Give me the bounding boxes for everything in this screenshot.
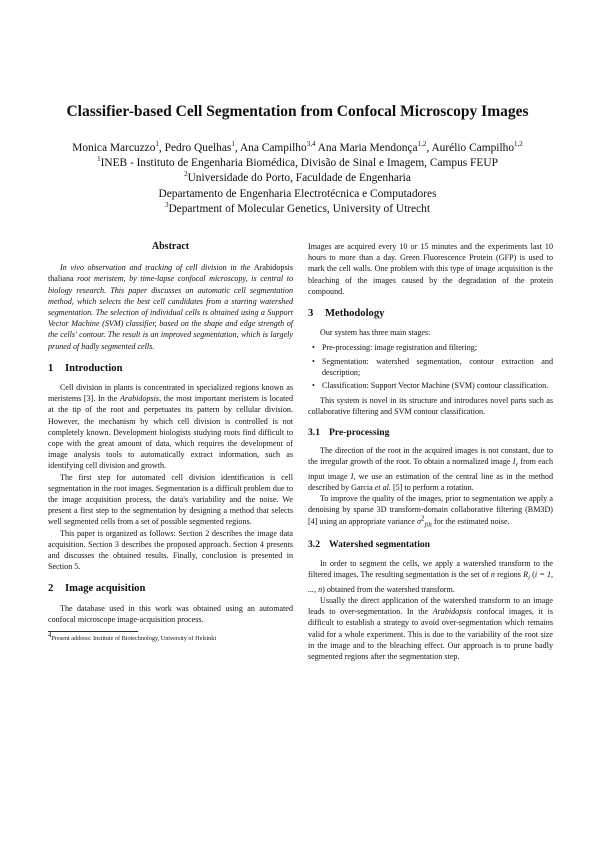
paragraph: [308, 445, 553, 493]
section-number: 1: [48, 362, 54, 374]
text-run: for the estimated noise.: [432, 516, 510, 526]
section-title: Watershed segmentation: [329, 539, 430, 551]
section-title: Pre-processing: [329, 426, 390, 438]
paragraph: This paper is organized as follows: Section 2 describes the image data acquisition. Section 3 describes the proposed approach. Section 4 presents and discusses the obtained results. Finally, conclusion is presented in Section 5.: [48, 528, 293, 572]
list-item: • Classification: Support Vector Machine (SVM) contour classification.: [308, 380, 553, 391]
right-column: [308, 241, 553, 662]
section-heading-methodology: [308, 308, 553, 319]
affiliation-text: Universidade do Porto, Faculdade de Engenharia: [187, 172, 411, 185]
text-run: [5] to perform a rotation.: [390, 483, 474, 493]
author-affil-mark: 1: [155, 140, 159, 149]
text-run: In order to segment the cells, we apply a watershed transform to the filtered images. The resulting segmentation is the set of: [308, 558, 553, 579]
author-line: [40, 141, 555, 156]
text-run: Arabidopsis: [119, 394, 160, 404]
author-name: Monica Marcuzzo: [72, 142, 156, 154]
abstract-run: In vivo observation and tracking of cell division in the: [60, 263, 254, 273]
paper-title: Classifier-based Cell Segmentation from Confocal Microscopy Images: [66, 103, 529, 120]
section-number: 3: [308, 308, 314, 320]
section-number: 3.1: [308, 426, 320, 438]
affil-mark: 3: [164, 201, 169, 210]
text-run: (: [530, 569, 535, 579]
subsection-heading-watershed: [308, 539, 553, 550]
footnote-text: Present address: Institute of Biotechnology, University of Helsinki: [51, 635, 217, 643]
paragraph: [308, 493, 553, 530]
abstract-section: [48, 241, 293, 352]
math-symbol: R: [523, 569, 529, 579]
paragraph: [308, 595, 553, 662]
paragraph: Our system has three main stages:: [320, 328, 431, 338]
author-affil-mark: 1: [231, 140, 235, 149]
paragraph: The first step for automated cell division identification is cell segmentation in the root images. Segmentation is a difficult problem due to the image acquisition process, the data's variability and the noise. We present a first step to the segmentation by designing a method that selects well segmented cells from a set of possible segmented regions.: [48, 472, 293, 527]
footnote-mark: 4: [48, 631, 52, 640]
stage-list: [308, 342, 553, 391]
abstract-run: Arabidopsis thaliana: [48, 263, 293, 284]
affil-mark: 1: [97, 155, 101, 164]
abstract-heading: Abstract: [151, 241, 190, 252]
section-title: Methodology: [325, 308, 385, 320]
affiliation-line: [40, 187, 555, 202]
paragraph: This system is novel in its structure and introduces novel parts such as collaborative filtering and SVM contour classification.: [308, 396, 553, 417]
section-title: Image acquisition: [65, 583, 146, 595]
math-subscript: filt: [424, 521, 433, 529]
author-name: , Aurélio Campilho: [426, 142, 515, 154]
paragraph: The database used in this work was obtained using an automated confocal microscope image-acquisition process.: [48, 603, 293, 624]
text-run: ) obtained from the watershed transform.: [322, 584, 455, 594]
math-symbol: I: [350, 471, 354, 481]
author-affil-mark: 1,2: [417, 140, 427, 149]
text-run: et al.: [374, 483, 391, 493]
paragraph: Images are acquired every 10 or 15 minutes and the experiments last 10 hours to more than a day. Green Fluorescence Protein (GFP) is used to mark the cell walls. One problem with this type of image acquisition is the bleaching of the images caused by the degradation of the protein compound.: [308, 242, 553, 296]
abstract-text: [48, 262, 293, 352]
section-heading-image-acquisition: [48, 583, 293, 594]
text-run: from each input image: [308, 457, 553, 481]
section-number: 3.2: [308, 539, 320, 551]
text-run: , we use an estimation of the central line as in the method described by Garcia: [308, 471, 553, 493]
paragraph: [308, 558, 553, 595]
affiliation-text: Department of Molecular Genetics, University of Utrecht: [168, 202, 431, 215]
author-affil-mark: 1,2: [514, 140, 523, 149]
math-superscript: 2: [421, 513, 425, 522]
abstract-run: root meristem, by time-lapse confocal microscopy, is central to biology research. This paper discusses an automatic cell segmentation method, which selects the best cell candidates from a starting watershed segmentation. The selection of individual cells is obtained using a Support Vector Machine (SVM) classifier, based on the shape and edge strength of the cells' contour. The result is an improved segmentation, which is largely pruned of badly segmented cells.: [48, 274, 293, 351]
text-run: , the most important meristem is located at the tip of the root and perpetuates its pattern by cellular division. However, the mechanism by which cell division is controlled is not completely known. Development biologists studying roots find difficult to cope with the great amount of data, which requires the development of image analysis tools to automatically extract information, such as identifying cell division and growth.: [48, 394, 293, 471]
list-item: • Segmentation: watershed segmentation, contour extraction and description;: [308, 356, 553, 378]
math-expression: i = 1, ..., n: [308, 569, 554, 594]
math-subscript: i: [528, 574, 530, 582]
left-column: [48, 241, 293, 643]
affiliation-text: INEB - Instituto de Engenharia Biomédica, Divisão de Sinal e Imagem, Campus FEUP: [100, 157, 498, 170]
author-name: Ana Maria Mendonça: [315, 142, 418, 154]
text-run: Cell division in plants is concentrated in specialized regions known as meristems [3]. In the: [48, 383, 293, 404]
section-title: Introduction: [65, 362, 123, 374]
author-affil-mark: 3,4: [306, 140, 316, 149]
text-run: regions: [494, 569, 524, 579]
affiliation-line: [40, 171, 555, 186]
author-name: , Pedro Quelhas: [158, 142, 232, 154]
author-name: , Ana Campilho: [234, 142, 307, 154]
math-symbol: I: [512, 457, 516, 467]
affiliation-line: [40, 202, 555, 217]
section-heading-introduction: [48, 363, 293, 374]
subsection-heading-preprocessing: [308, 427, 553, 438]
footnote-rule: [48, 631, 138, 632]
footnote: [48, 631, 293, 643]
math-symbol: n: [490, 569, 495, 579]
section-number: 2: [48, 583, 54, 595]
text-run: The direction of the root in the acquired images is not constant, due to the irregular growth of the root. To obtain a normalized image: [308, 445, 553, 467]
text-run: To improve the quality of the images, prior to segmentation we apply a denoising by sparse 3D transform-domain collaborative filtering (BM3D) [4] using an appropriate variance: [308, 494, 553, 526]
text-run: Arabidopsis: [432, 607, 472, 617]
paragraph: [48, 382, 293, 472]
list-item: • Pre-processing: image registration and filtering;: [308, 342, 553, 353]
affiliation-text: Departamento de Engenharia Electrotécnica e Computadores: [158, 187, 437, 200]
affiliation-line: [40, 156, 555, 171]
math-symbol: σ: [417, 516, 421, 526]
text-run: confocal images, it is difficult to establish a strategy to avoid over-segmentation which remains valid for a whole experiment. This is due to the variability of the root size in the image and to the bleaching effect. Our approach is to prune badly segmented regions after the segmentation step.: [308, 607, 553, 661]
text-run: Usually the direct application of the watershed transform to an image leads to over-segmentation. In the: [308, 595, 553, 617]
author-block: [40, 141, 555, 217]
math-subscript: r: [515, 461, 519, 469]
affil-mark: 2: [184, 170, 188, 179]
